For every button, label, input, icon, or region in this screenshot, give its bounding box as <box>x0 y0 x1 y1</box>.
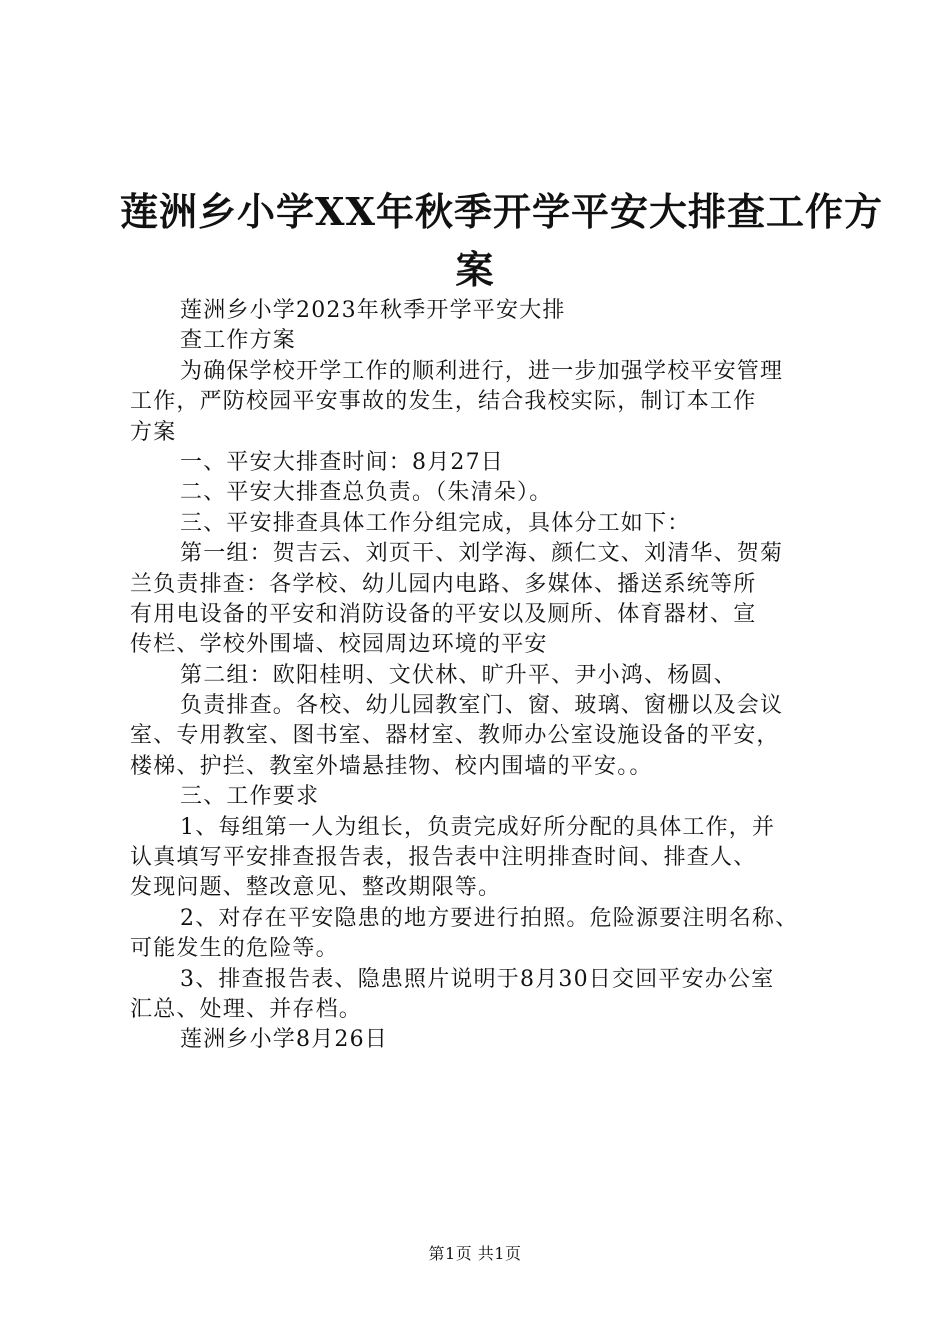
body-line: 莲洲乡小学2023年秋季开学平安大排 <box>180 298 566 323</box>
body-line: 发现问题、整改意见、整改期限等。 <box>130 875 502 901</box>
body-line: 方案 <box>130 419 177 445</box>
body-line: 楼梯、护拦、教室外墙悬挂物、校内围墙的平安。。 <box>130 753 653 779</box>
body-line: 汇总、处理、并存档。 <box>130 996 363 1022</box>
body-line: 莲洲乡小学8月26日 <box>180 1027 388 1053</box>
document-body <box>130 296 858 1056</box>
body-line: 查工作方案 <box>180 328 297 354</box>
body-line: 有用电设备的平安和消防设备的平安以及厕所、体育器材、宣 <box>130 601 757 627</box>
body-line: 认真填写平安排查报告表，报告表中注明排查时间、排查人、 <box>130 845 757 871</box>
body-line: 工作，严防校园平安事故的发生，结合我校实际，制订本工作 <box>130 389 757 415</box>
body-line: 3、排查报告表、隐患照片说明于8月30日交回平安办公室 <box>180 966 775 992</box>
body-line: 二、平安大排查总负责。（朱清朵）。 <box>180 480 553 506</box>
body-line: 三、平安排查具体工作分组完成，具体分工如下： <box>180 510 691 536</box>
document-title-line1: 莲洲乡小学XX年秋季开学平安大排查工作方 <box>120 189 883 234</box>
body-line: 三、工作要求 <box>180 784 320 810</box>
body-line: 1、每组第一人为组长，负责完成好所分配的具体工作，并 <box>180 814 776 840</box>
body-line: 第二组：欧阳桂明、文伏林、旷升平、尹小鸿、杨圆、 <box>180 662 737 688</box>
body-line: 为确保学校开学工作的顺利进行，进一步加强学校平安管理 <box>180 358 784 384</box>
body-line: 2、对存在平安隐患的地方要进行拍照。危险源要注明名称、 <box>180 905 799 931</box>
body-line: 兰负责排查：各学校、幼儿园内电路、多媒体、播送系统等所 <box>130 571 757 597</box>
body-line: 一、平安大排查时间：8月27日 <box>180 449 504 475</box>
body-line: 负责排查。各校、幼儿园教室门、窗、玻璃、窗栅以及会议 <box>180 693 784 719</box>
body-line: 室、专用教室、图书室、器材室、教师办公室设施设备的平安， <box>130 723 780 749</box>
document-title-line2: 案 <box>455 247 495 292</box>
page-footer: 第1页 共1页 <box>428 1244 522 1263</box>
body-line: 第一组：贺吉云、刘页干、刘学海、颜仁文、刘清华、贺菊 <box>180 541 784 567</box>
body-line: 传栏、学校外围墙、校园周边环境的平安 <box>130 632 548 658</box>
body-line: 可能发生的危险等。 <box>130 936 339 962</box>
